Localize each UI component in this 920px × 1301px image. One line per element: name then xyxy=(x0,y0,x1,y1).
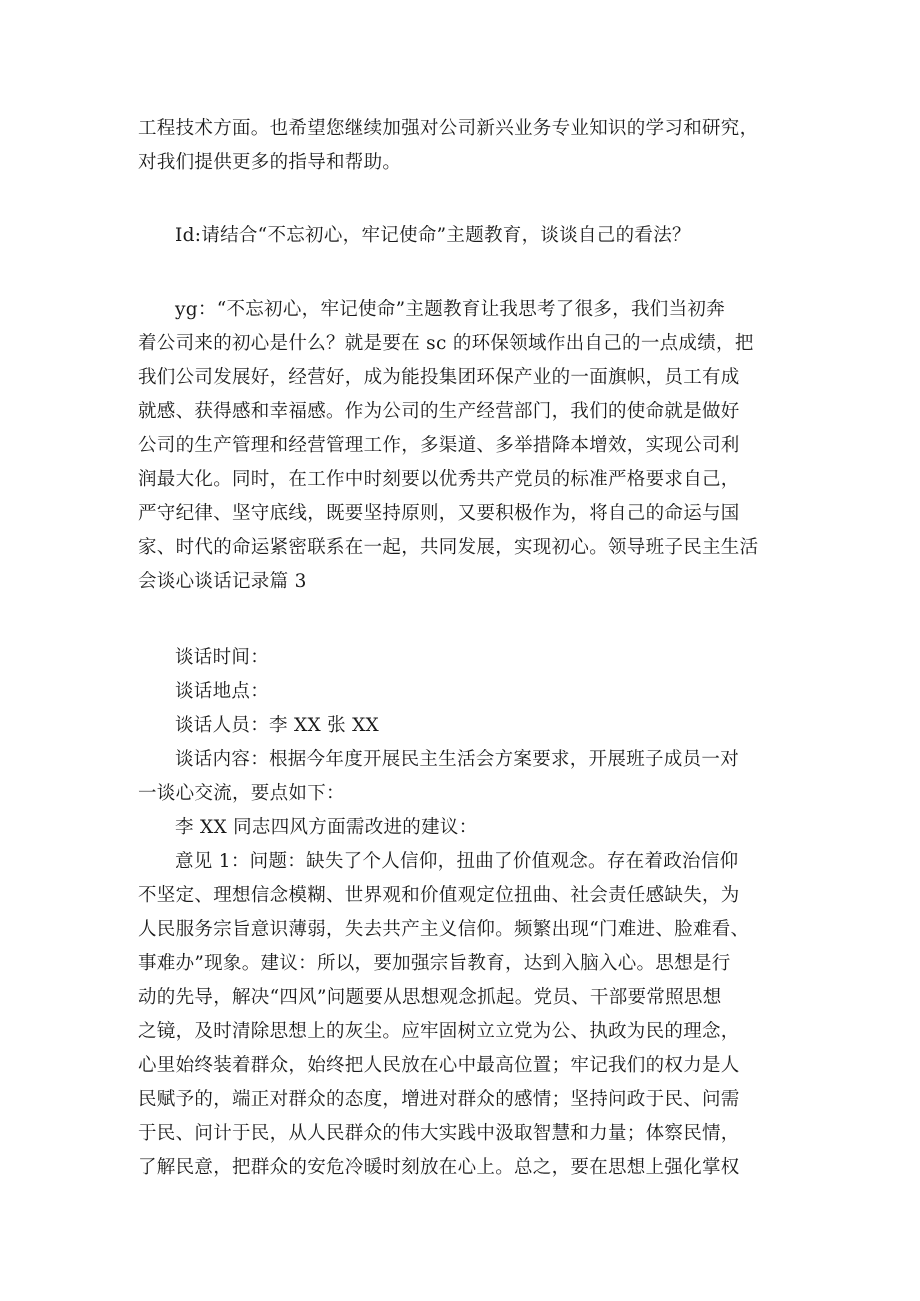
text-line: 公司的生产管理和经营管理工作，多渠道、多举措降本增效，实现公司利 xyxy=(138,435,740,456)
text-line: 着公司来的初心是什么？就是要在 sc 的环保领域作出自己的一点成绩，把 xyxy=(138,333,754,354)
talk-location: 谈话地点： xyxy=(175,681,270,702)
text-line: 心里始终装着群众，始终把人民放在心中最高位置；牢记我们的权力是人 xyxy=(138,1055,740,1076)
paragraph-talk-record xyxy=(138,641,798,1185)
text-line: 事难办”现象。建议：所以，要加强宗旨教育，达到入脑入心。思想是行 xyxy=(138,953,731,974)
text-line: 民赋予的，端正对群众的态度，增进对群众的感情；坚持问政于民、问需 xyxy=(138,1089,740,1110)
document-page xyxy=(138,112,798,1185)
text-line: Id:请结合“不忘初心，牢记使命”主题教育，谈谈自己的看法？ xyxy=(175,225,691,246)
talk-participants: 谈话人员：李 XX 张 XX xyxy=(175,715,380,736)
text-line: 润最大化。同时，在工作中时刻要以优秀共产党员的标准严格要求自己， xyxy=(138,469,740,490)
talk-time: 谈话时间： xyxy=(175,647,270,668)
text-line: 之镜，及时清除思想上的灰尘。应牢固树立立党为公、执政为民的理念， xyxy=(138,1021,740,1042)
text-line: 严守纪律、坚守底线，既要坚持原则，又要积极作为，将自己的命运与国 xyxy=(138,503,740,524)
paragraph-answer xyxy=(138,293,798,599)
text-line: 不坚定、理想信念模糊、世界观和价值观定位扭曲、社会责任感缺失，为 xyxy=(138,885,740,906)
text-line: 动的先导，解决“四风”问题要从思想观念抓起。党员、干部要常照思想 xyxy=(138,987,722,1008)
text-line: 我们公司发展好，经营好，成为能投集团环保产业的一面旗帜，员工有成 xyxy=(138,367,740,388)
text-line: 会谈心谈话记录篇 3 xyxy=(138,571,307,592)
text-line: 工程技术方面。也希望您继续加强对公司新兴业务专业知识的学习和研究， xyxy=(138,118,759,139)
text-line: 人民服务宗旨意识薄弱，失去共产主义信仰。频繁出现“门难进、脸难看、 xyxy=(138,919,750,940)
paragraph-engineering xyxy=(138,112,798,180)
text-line: 一谈心交流，要点如下： xyxy=(138,783,345,804)
paragraph-question xyxy=(138,219,798,253)
suggestions-heading: 李 XX 同志四风方面需改进的建议： xyxy=(175,817,478,838)
text-line: 了解民意，把群众的安危冷暖时刻放在心上。总之，要在思想上强化掌权 xyxy=(138,1157,740,1178)
text-line: yg：“不忘初心，牢记使命”主题教育让我思考了很多，我们当初奔 xyxy=(175,299,726,320)
text-line: 于民、问计于民，从人民群众的伟大实践中汲取智慧和力量；体察民情， xyxy=(138,1123,740,1144)
opinion-1: 意见 1：问题：缺失了个人信仰，扭曲了价值观念。存在着政治信仰 xyxy=(175,851,739,872)
text-line: 对我们提供更多的指导和帮助。 xyxy=(138,152,402,173)
text-line: 家、时代的命运紧密联系在一起，共同发展，实现初心。领导班子民主生活 xyxy=(138,537,759,558)
text-line: 就感、获得感和幸福感。作为公司的生产经营部门，我们的使命就是做好 xyxy=(138,401,740,422)
talk-content: 谈话内容：根据今年度开展民主生活会方案要求，开展班子成员一对 xyxy=(175,749,740,770)
